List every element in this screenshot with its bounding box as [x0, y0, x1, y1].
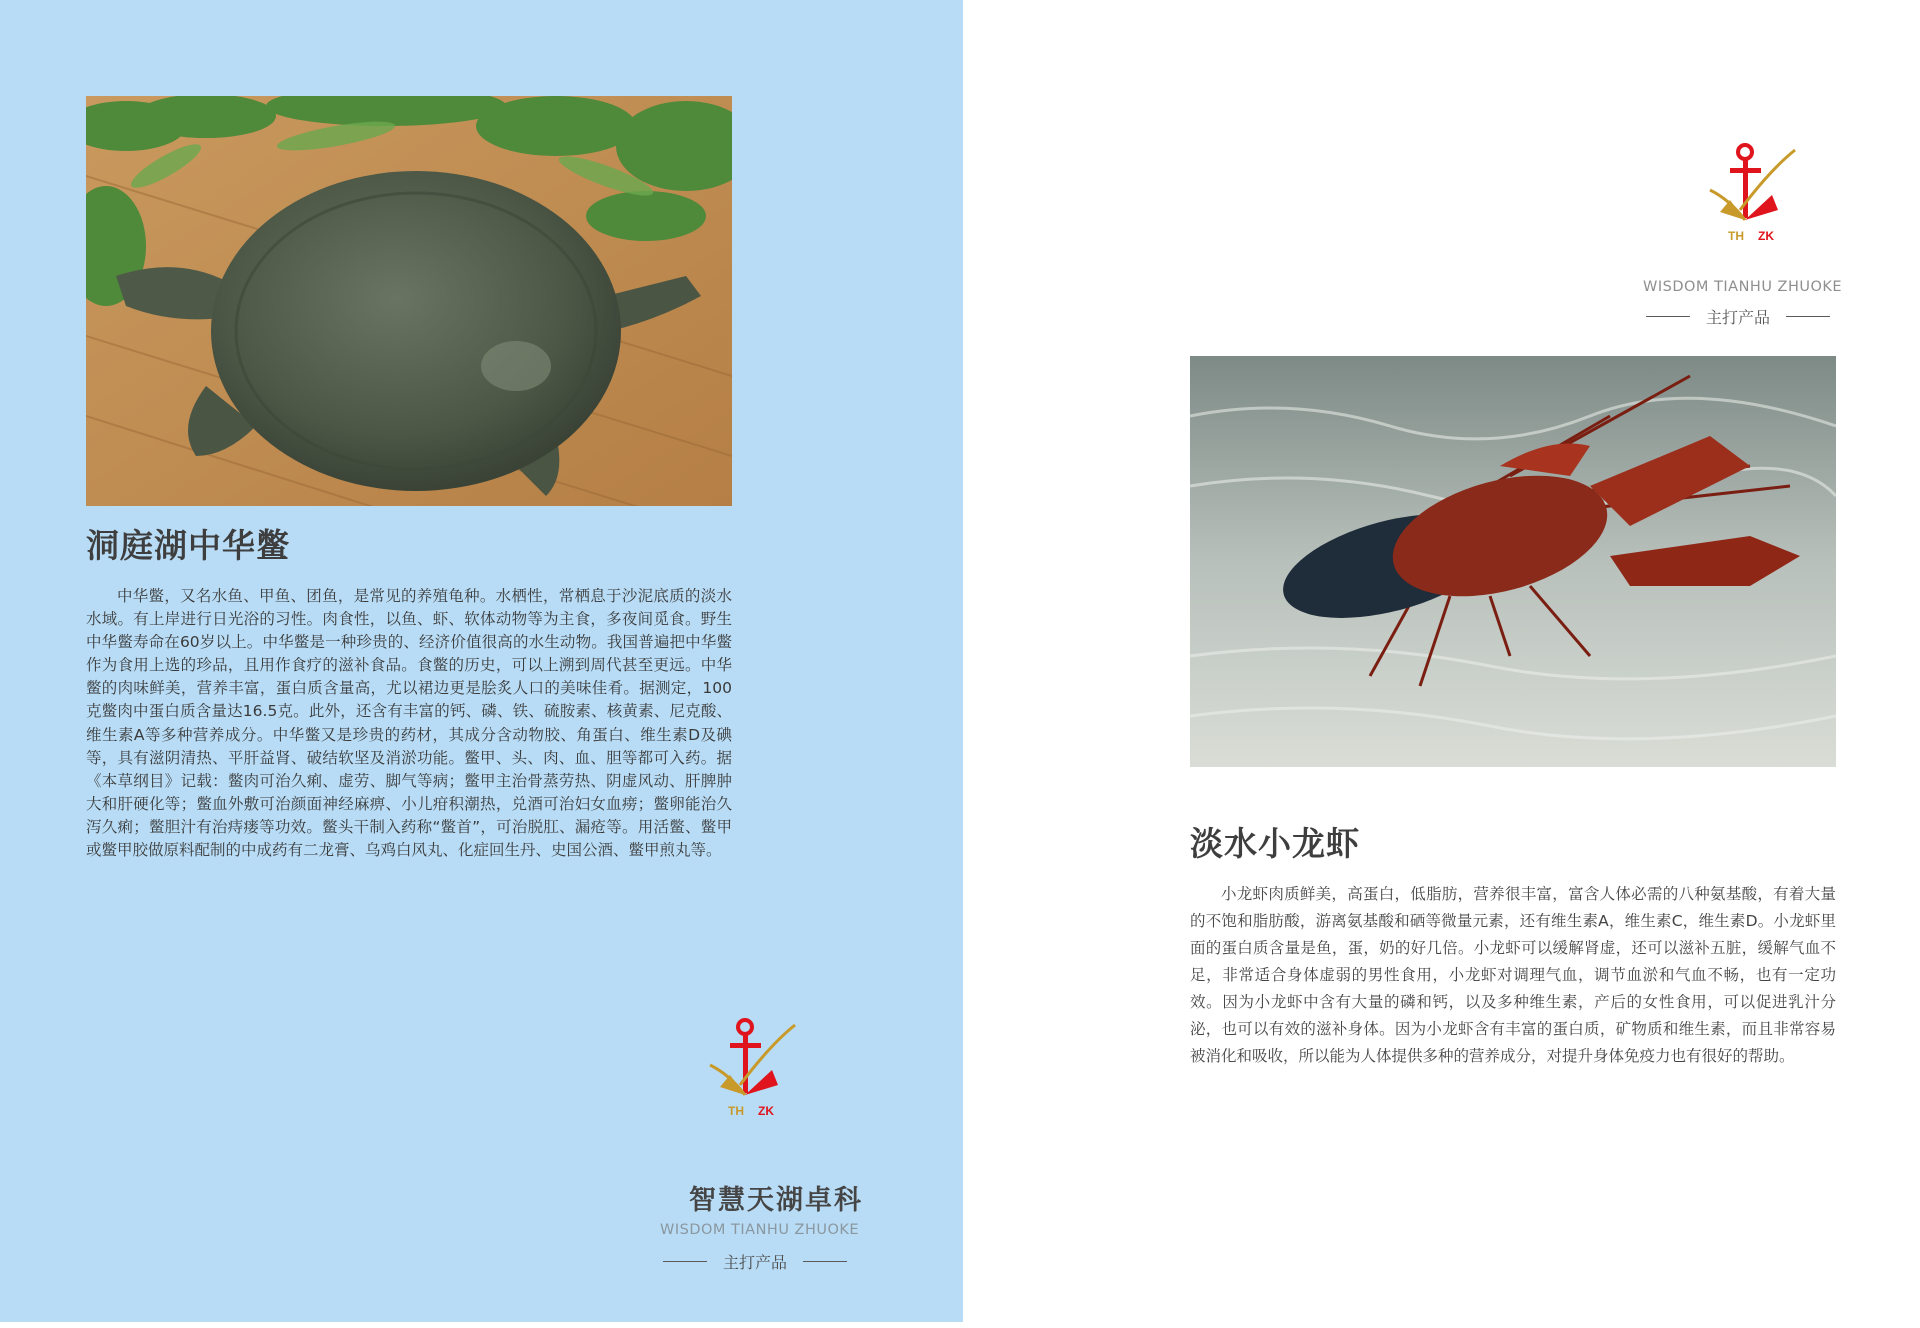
brand-english: WISDOM TIANHU ZHUOKE: [660, 1222, 860, 1238]
brand-english: WISDOM TIANHU ZHUOKE: [1643, 279, 1843, 295]
turtle-description: 中华鳖，又名水鱼、甲鱼、团鱼，是常见的养殖龟种。水栖性，常栖息于沙泥底质的淡水水域。有上岸进行日光浴的习性。肉食性，以鱼、虾、软体动物等为主食，多夜间觅食。野生中华鳖寿命在60岁以上。中华鳖是一种珍贵的、经济价值很高的水生动物。我国普遍把中华鳖作为食用上选的珍品，且用作食疗的滋补食品。食鳖的历史，可以上溯到周代甚至更远。中华鳖的肉味鲜美，营养丰富，蛋白质含量高，尤以裙边更是脍炙人口的美味佳肴。据测定，100克鳖肉中蛋白质含量达16.5克。此外，还含有丰富的钙、磷、铁、硫胺素、核黄素、尼克酸、维生素A等多种营养成分。中华鳖又是珍贵的药材，其成分含动物胶、角蛋白、维生素D及碘等，具有滋阴清热、平肝益肾、破结软坚及消淤功能。鳖甲、头、肉、血、胆等都可入药。据《本草纲目》记载：鳖肉可治久痢、虚劳、脚气等病；鳖甲主治骨蒸劳热、阴虚风动、肝脾肿大和肝硬化等；鳖血外敷可治颜面神经麻痹、小儿疳积潮热，兑酒可治妇女血痨；鳖卵能治久泻久痢；鳖胆汁有治痔瘘等功效。鳖头干制入药称“鳖首”，可治脱肛、漏疮等。用活鳖、鳖甲或鳖甲胶做原料配制的中成药有二龙膏、乌鸡白风丸、化症回生丹、史国公酒、鳖甲煎丸等。: [86, 587, 732, 860]
crayfish-description: 小龙虾肉质鲜美，高蛋白，低脂肪，营养很丰富，富含人体必需的八种氨基酸，有着大量的不饱和脂肪酸，游离氨基酸和硒等微量元素，还有维生素A，维生素C，维生素D。小龙虾里面的蛋白质含量是鱼，蛋，奶的好几倍。小龙虾可以缓解肾虚，还可以滋补五脏，缓解气血不足，非常适合身体虚弱的男性食用，小龙虾对调理气血，调节血淤和气血不畅，也有一定功效。因为小龙虾中含有大量的磷和钙，以及多种维生素，产后的女性食用，可以促进乳汁分泌，也可以有效的滋补身体。因为小龙虾含有丰富的蛋白质，矿物质和维生素，而且非常容易被消化和吸收，所以能为人体提供多种的营养成分，对提升身体免疫力也有很好的帮助。: [1190, 885, 1836, 1065]
divider-line: [803, 1261, 847, 1262]
crayfish-image: [1190, 356, 1836, 767]
divider-line: [1786, 316, 1830, 317]
anchor-logo-icon: [700, 1015, 810, 1125]
crayfish-photo: [1190, 356, 1836, 767]
left-page: [0, 0, 963, 1322]
divider-line: [663, 1261, 707, 1262]
turtle-photo: [86, 96, 732, 506]
logo-th: TH: [1728, 229, 1744, 243]
softshell-turtle-image: [86, 96, 732, 506]
logo-th: TH: [728, 1104, 744, 1118]
company-logo: [700, 1015, 810, 1125]
brand-name: 智慧天湖卓科: [689, 1185, 863, 1216]
divider-line: [1646, 316, 1690, 317]
main-product-label: 主打产品: [1706, 308, 1771, 327]
turtle-title: 洞庭湖中华鳖: [86, 526, 290, 565]
bottom-strip: [0, 1322, 963, 1328]
main-product-label: 主打产品: [723, 1253, 788, 1272]
company-logo: [1700, 140, 1810, 250]
logo-zk: ZK: [758, 1104, 774, 1118]
anchor-logo-icon: [1700, 140, 1810, 250]
main-product-line: [1646, 305, 1830, 328]
crayfish-title: 淡水小龙虾: [1190, 824, 1360, 863]
logo-zk: ZK: [1758, 229, 1774, 243]
main-product-line: [663, 1250, 847, 1273]
